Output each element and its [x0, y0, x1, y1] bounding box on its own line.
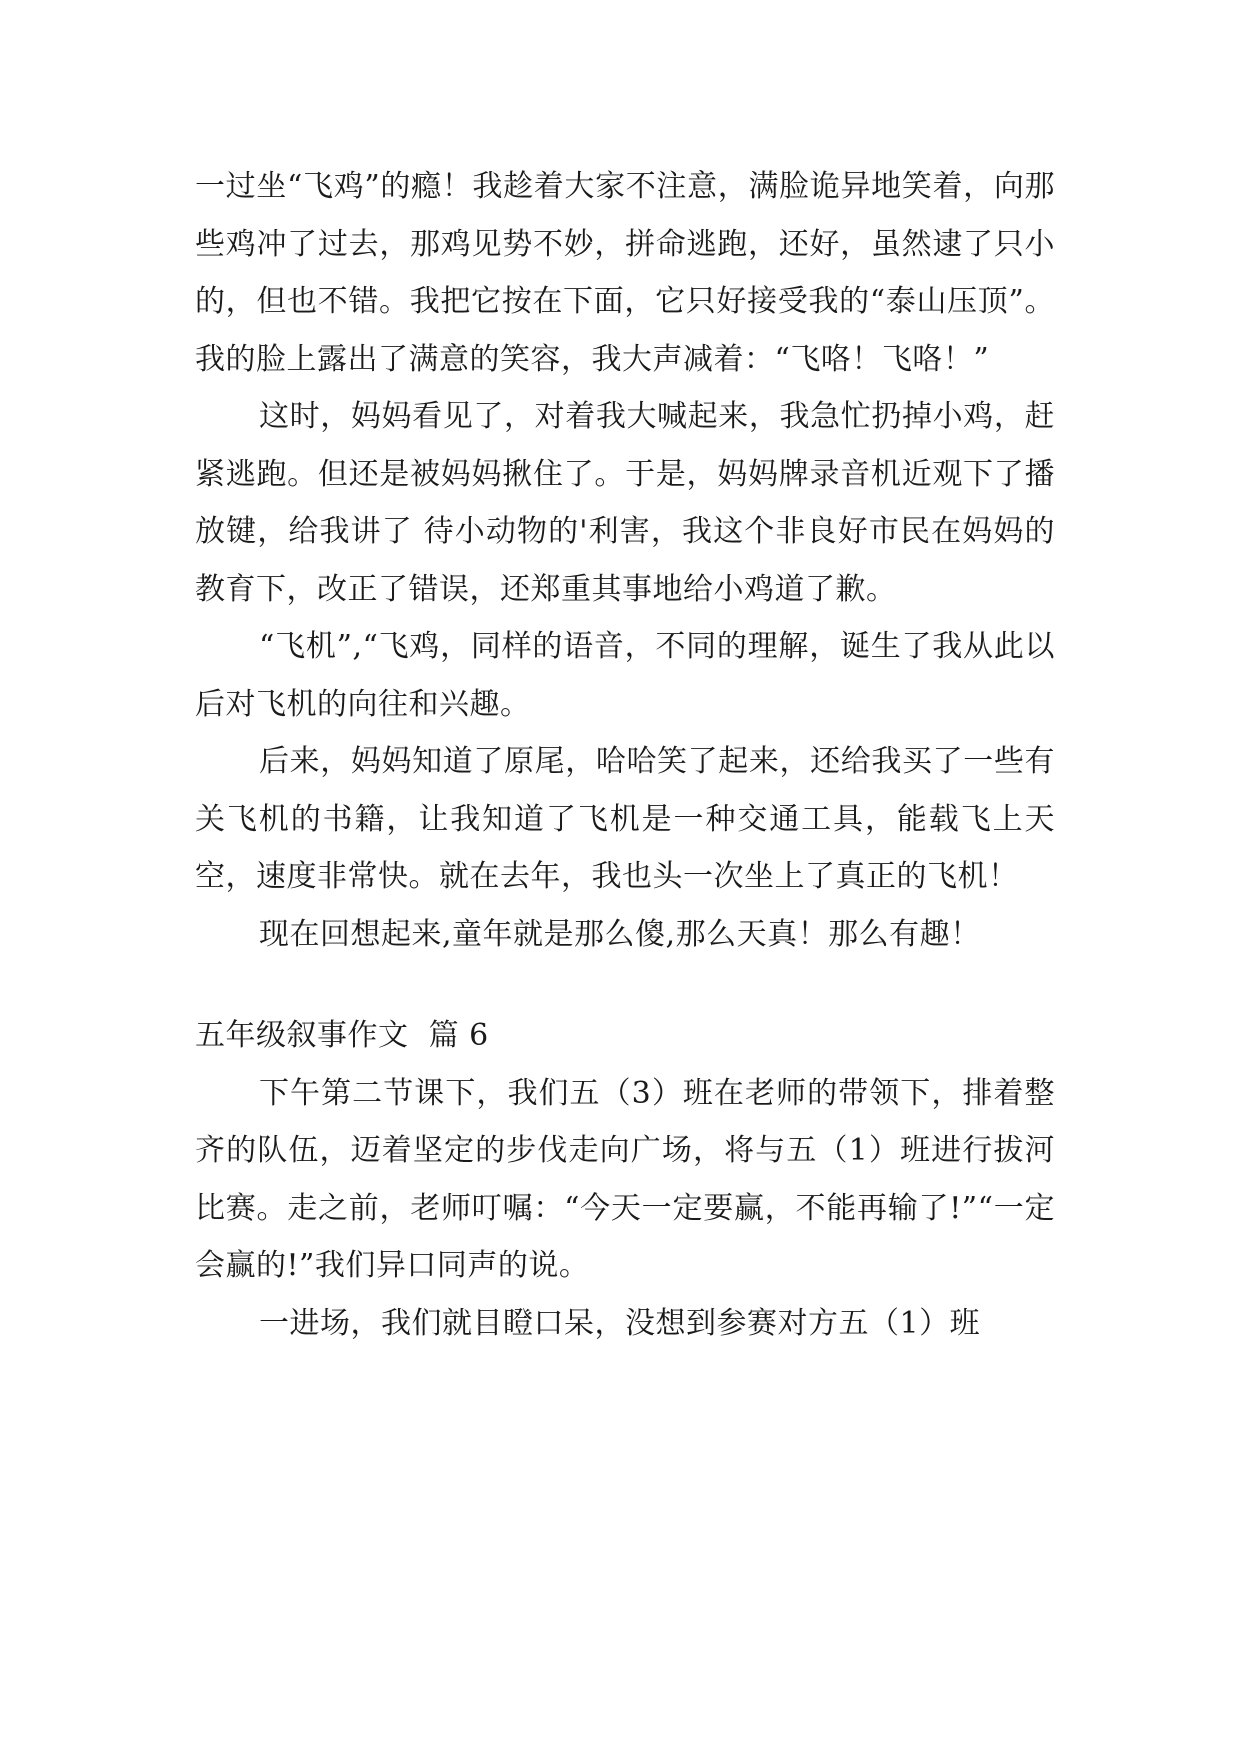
paragraph: 下午第二节课下，我们五（3）班在老师的带领下，排着整齐的队伍，迈着坚定的步伐走向广场，将与五（1）班进行拔河比赛。走之前，老师叮嘱：“今天一定要赢，不能再输了!”“一定会赢的!”我们异口同声的说。 — [195, 1075, 1055, 1283]
paragraph-continued: 一过坐“飞鸡”的瘾！我趁着大家不注意，满脸诡异地笑着，向那些鸡冲了过去，那鸡见势不妙，拼命逃跑，还好，虽然逮了只小的，但也不错。我把它按在下面，它只好接受我的“泰山压顶”。我的脸上露出了满意的笑容，我大声减着：“飞咯！飞咯！” — [195, 169, 1055, 377]
document-body — [195, 158, 1055, 1352]
paragraph: 后来，妈妈知道了原尾，哈哈笑了起来，还给我买了一些有关飞机的书籍，让我知道了飞机是一种交通工具，能载飞上天空，速度非常快。就在去年，我也头一次坐上了真正的飞机！ — [195, 744, 1055, 894]
paragraph: “飞机”,“飞鸡，同样的语音，不同的理解，诞生了我从此以后对飞机的向往和兴趣。 — [195, 629, 1055, 722]
paragraph: 现在回想起来,童年就是那么傻,那么天真！那么有趣！ — [259, 916, 981, 952]
paragraph: 一进场，我们就目瞪口呆，没想到参赛对方五（1）班 — [259, 1305, 981, 1341]
paragraph: 这时，妈妈看见了，对着我大喊起来，我急忙扔掉小鸡，赶紧逃跑。但还是被妈妈揪住了。于是，妈妈牌录音机近观下了播放键，给我讲了 待小动物的'利害，我这个非良好市民在妈妈的教育下，改正了错误，还郑重其事地给小鸡道了歉。 — [195, 399, 1055, 607]
section-title: 五年级叙事作文 篇 6 — [195, 1018, 489, 1053]
